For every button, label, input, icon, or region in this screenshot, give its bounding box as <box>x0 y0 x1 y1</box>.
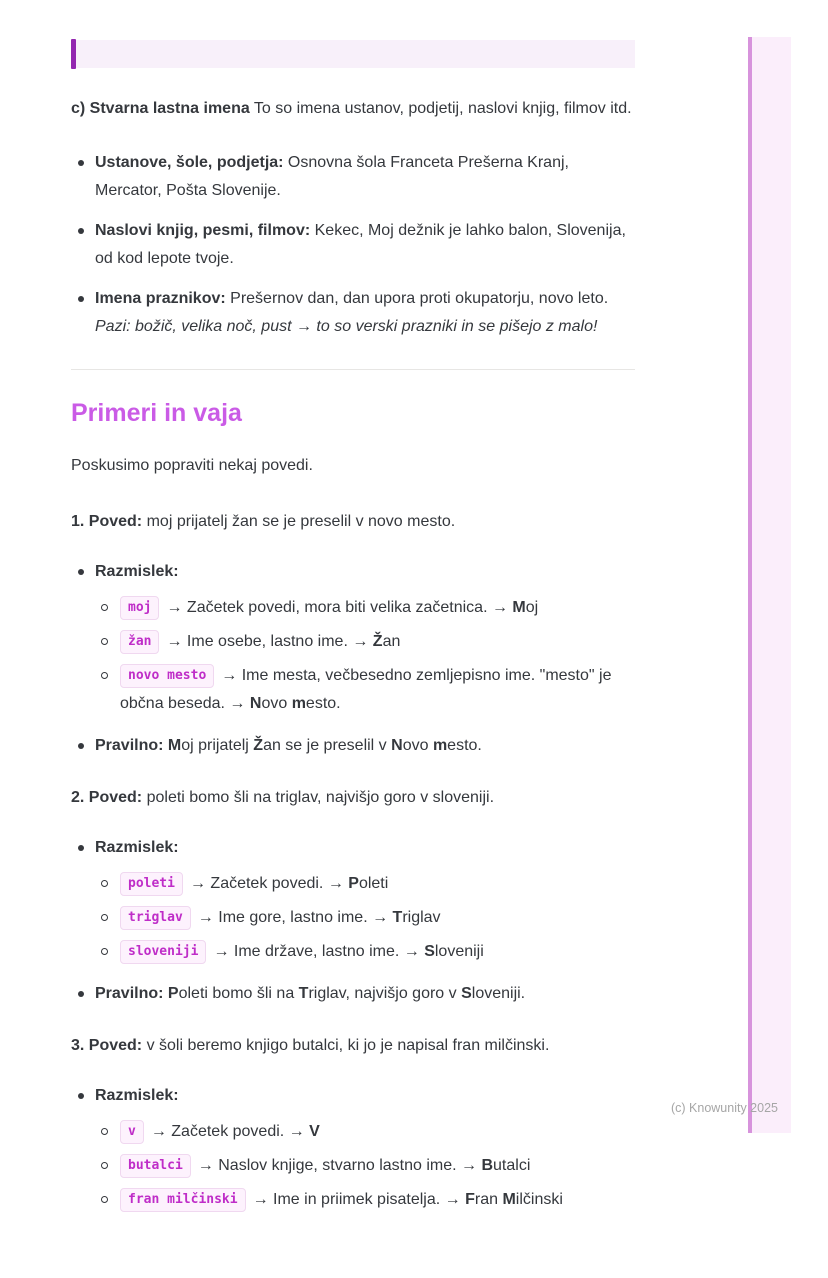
pravilno-item: Pravilno: Moj prijatelj Žan se je preselil v Novo mesto. <box>71 732 635 760</box>
intro-paragraph <box>71 95 635 123</box>
step-text: → Ime gore, lastno ime. → Triglav <box>197 909 441 926</box>
intro-heading: c) Stvarna lastna imena <box>71 100 250 117</box>
category-text: Kekec, Moj dežnik je lahko balon, Slovenija, od kod lepote tvoje. <box>95 222 626 267</box>
exercise-list <box>71 834 635 1008</box>
step-list <box>95 870 635 966</box>
code-chip: butalci <box>120 1154 191 1178</box>
exercise-sentence <box>71 784 635 812</box>
step-item <box>95 870 635 898</box>
razmislek-label: Razmislek: <box>95 563 179 580</box>
category-text: Prešernov dan, dan upora proti okupatorju, novo leto. <box>225 290 609 307</box>
exercise-label: 1. Poved: <box>71 513 143 530</box>
step-list <box>95 594 635 718</box>
step-text: → Začetek povedi. → V <box>150 1123 320 1140</box>
code-chip: žan <box>120 630 159 654</box>
step-item <box>95 1118 635 1146</box>
pravilno-item: Pravilno: Poleti bomo šli na Triglav, najvišjo goro v Sloveniji. <box>71 980 635 1008</box>
category-label: Imena praznikov: <box>95 290 226 307</box>
category-list <box>71 149 635 341</box>
intro-text: To so imena ustanov, podjetij, naslovi knjig, filmov itd. <box>249 100 632 117</box>
list-item <box>71 285 635 341</box>
category-label: Naslovi knjig, pesmi, filmov: <box>95 222 311 239</box>
step-item <box>95 1152 635 1180</box>
step-text: → Ime mesta, večbesedno zemljepisno ime. "mesto" je občna beseda. → Novo mesto. <box>120 667 612 712</box>
step-item <box>95 662 635 718</box>
list-item <box>71 149 635 205</box>
category-warning-note: Pazi: božič, velika noč, pust → to so verski prazniki in se pišejo z malo! <box>95 318 598 335</box>
right-accent-fill <box>752 37 791 1133</box>
step-item <box>95 1186 635 1214</box>
callout-accent-bar <box>71 39 76 69</box>
razmislek-item <box>71 1082 635 1214</box>
step-list <box>95 1118 635 1214</box>
copyright-footer: (c) Knowunity 2025 <box>670 1101 778 1115</box>
razmislek-item <box>71 558 635 718</box>
exercise-sentence <box>71 1032 635 1060</box>
razmislek-item <box>71 834 635 966</box>
code-chip: novo mesto <box>120 664 214 688</box>
step-text: → Ime države, lastno ime. → Sloveniji <box>213 943 484 960</box>
category-text: Osnovna šola Franceta Prešerna Kranj, Mercator, Pošta Slovenije. <box>95 154 569 199</box>
list-item <box>71 217 635 273</box>
exercise-list <box>71 558 635 760</box>
step-text: → Začetek povedi. → Poleti <box>189 875 389 892</box>
section-title: Primeri in vaja <box>71 399 242 427</box>
step-item <box>95 594 635 622</box>
step-text: → Začetek povedi, mora biti velika začetnica. → Moj <box>166 599 539 616</box>
code-chip: triglav <box>120 906 191 930</box>
callout-banner <box>71 40 635 68</box>
step-item <box>95 938 635 966</box>
code-chip: v <box>120 1120 144 1144</box>
code-chip: sloveniji <box>120 940 206 964</box>
section-intro: Poskusimo popraviti nekaj povedi. <box>71 457 313 474</box>
category-label: Ustanove, šole, podjetja: <box>95 154 284 171</box>
code-chip: moj <box>120 596 159 620</box>
exercise-sentence <box>71 508 635 536</box>
section-divider <box>71 369 635 370</box>
exercise-text: moj prijatelj žan se je preselil v novo mesto. <box>142 513 456 530</box>
exercise-list <box>71 1082 635 1214</box>
step-item <box>95 904 635 932</box>
code-chip: poleti <box>120 872 183 896</box>
exercise-label: 3. Poved: <box>71 1037 143 1054</box>
razmislek-label: Razmislek: <box>95 839 179 856</box>
exercise-label: 2. Poved: <box>71 789 143 806</box>
razmislek-label: Razmislek: <box>95 1087 179 1104</box>
step-text: → Ime in priimek pisatelja. → Fran Milčinski <box>252 1191 563 1208</box>
exercise-text: v šoli beremo knjigo butalci, ki jo je napisal fran milčinski. <box>142 1037 550 1054</box>
exercise-text: poleti bomo šli na triglav, najvišjo goro v sloveniji. <box>142 789 495 806</box>
step-item <box>95 628 635 656</box>
step-text: → Naslov knjige, stvarno lastno ime. → Butalci <box>197 1157 531 1174</box>
step-text: → Ime osebe, lastno ime. → Žan <box>166 633 401 650</box>
code-chip: fran milčinski <box>120 1188 246 1212</box>
